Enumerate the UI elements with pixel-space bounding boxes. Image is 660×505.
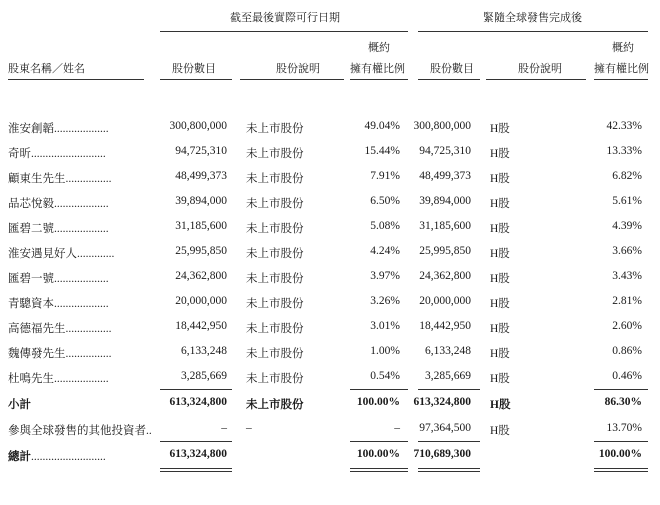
total-pct-before: 100.00%: [356, 448, 400, 460]
share-class-after: H股: [490, 348, 510, 360]
col-header-shares-before: 股份數目: [172, 63, 216, 75]
shares-after: 31,185,600: [419, 220, 471, 232]
subtotal-pct-before: 100.00%: [356, 396, 400, 408]
total-row: [0, 446, 660, 466]
share-class-after: H股: [490, 273, 510, 285]
pct-before: 1.00%: [370, 345, 400, 357]
pct-before: 7.91%: [370, 170, 400, 182]
total-label: 總計..........................: [8, 451, 106, 463]
shares-after: 48,499,373: [419, 170, 471, 182]
pct-before: 3.26%: [370, 295, 400, 307]
pct-after: 3.43%: [612, 270, 642, 282]
table-row: [0, 168, 660, 188]
shares-after: 3,285,669: [425, 370, 471, 382]
investor-shares-after: 97,364,500: [419, 422, 471, 434]
shares-before: 39,894,000: [175, 195, 227, 207]
pct-after: 42.33%: [606, 120, 642, 132]
share-class-before: 未上市股份: [246, 273, 304, 285]
shares-before: 6,133,248: [181, 345, 227, 357]
total-rule-shares-after: [418, 441, 480, 442]
header-rule-desc-after: [486, 79, 586, 80]
col-header-desc-after: 股份說明: [518, 63, 562, 75]
group-rule-before: [160, 31, 408, 32]
table-row: [0, 268, 660, 288]
shares-after: 39,894,000: [419, 195, 471, 207]
share-class-after: H股: [490, 248, 510, 260]
group-rule-after: [418, 31, 648, 32]
shares-after: 25,995,850: [419, 245, 471, 257]
shares-after: 94,725,310: [419, 145, 471, 157]
total-rule-pct-before: [350, 441, 408, 442]
shares-before: 300,800,000: [169, 120, 227, 132]
pct-after: 5.61%: [612, 195, 642, 207]
investor-class-before: –: [246, 422, 252, 434]
share-class-after: H股: [490, 148, 510, 160]
share-class-before: 未上市股份: [246, 323, 304, 335]
header-rule-name: [8, 79, 144, 80]
share-class-before: 未上市股份: [246, 373, 304, 385]
shares-after: 300,800,000: [413, 120, 471, 132]
shares-before: 20,000,000: [175, 295, 227, 307]
pct-before: 6.50%: [370, 195, 400, 207]
total-shares-after: 710,689,300: [413, 448, 471, 460]
share-class-after: H股: [490, 373, 510, 385]
pct-after: 2.81%: [612, 295, 642, 307]
pct-after: 0.46%: [612, 370, 642, 382]
investor-label: 參與全球發售的其他投資者..: [8, 425, 152, 437]
pct-after: 0.86%: [612, 345, 642, 357]
shares-before: 94,725,310: [175, 145, 227, 157]
total-double-rule-pct-after-1: [594, 468, 648, 469]
header-rule-pct-before: [350, 79, 408, 80]
share-class-before: 未上市股份: [246, 348, 304, 360]
shareholder-name: 匯碧一號...................: [8, 273, 109, 285]
col-header-pct-after-line2: 擁有權比例: [594, 63, 649, 75]
shares-before: 25,995,850: [175, 245, 227, 257]
col-header-pct-before-line1: 概約: [368, 42, 390, 54]
shareholder-name: 顧東生先生................: [8, 173, 112, 185]
shareholder-name: 青驄資本...................: [8, 298, 109, 310]
share-class-before: 未上市股份: [246, 148, 304, 160]
total-double-rule-shares-before-2: [160, 471, 232, 472]
shareholder-name: 魏傳發先生................: [8, 348, 112, 360]
subtotal-class-before: 未上市股份: [246, 399, 304, 411]
total-double-rule-shares-after-2: [418, 471, 480, 472]
share-class-before: 未上市股份: [246, 198, 304, 210]
subtotal-rule-shares-after: [418, 389, 480, 390]
total-double-rule-pct-before-1: [350, 468, 408, 469]
pct-before: 5.08%: [370, 220, 400, 232]
subtotal-rule-pct-after: [594, 389, 648, 390]
subtotal-rule-shares-before: [160, 389, 232, 390]
table-row: [0, 218, 660, 238]
table-row: [0, 293, 660, 313]
investor-pct-after: 13.70%: [606, 422, 642, 434]
shareholder-name: 奇昕..........................: [8, 148, 106, 160]
table-row: [0, 368, 660, 388]
subtotal-shares-before: 613,324,800: [169, 396, 227, 408]
total-shares-before: 613,324,800: [169, 448, 227, 460]
share-class-after: H股: [490, 298, 510, 310]
table-row: [0, 318, 660, 338]
total-double-rule-shares-after-1: [418, 468, 480, 469]
share-class-after: H股: [490, 123, 510, 135]
investor-class-after: H股: [490, 425, 510, 437]
subtotal-class-after: H股: [490, 399, 511, 411]
share-class-after: H股: [490, 323, 510, 335]
pct-before: 49.04%: [364, 120, 400, 132]
pct-before: 0.54%: [370, 370, 400, 382]
col-header-pct-after-line1: 概約: [612, 42, 634, 54]
col-header-name: 股東名稱／姓名: [8, 63, 85, 75]
total-double-rule-pct-after-2: [594, 471, 648, 472]
shares-before: 48,499,373: [175, 170, 227, 182]
shareholder-name: 高德福先生................: [8, 323, 112, 335]
subtotal-rule-pct-before: [350, 389, 408, 390]
share-class-before: 未上市股份: [246, 248, 304, 260]
subtotal-pct-after: 86.30%: [604, 396, 642, 408]
table-row: [0, 243, 660, 263]
total-double-rule-shares-before-1: [160, 468, 232, 469]
header-rule-desc-before: [240, 79, 344, 80]
pct-after: 13.33%: [606, 145, 642, 157]
shares-before: 24,362,800: [175, 270, 227, 282]
shareholder-name: 杜鳴先生...................: [8, 373, 109, 385]
table-row: [0, 420, 660, 440]
col-header-pct-before-line2: 擁有權比例: [350, 63, 405, 75]
share-class-before: 未上市股份: [246, 223, 304, 235]
total-pct-after: 100.00%: [598, 448, 642, 460]
header-rule-shares-after: [418, 79, 480, 80]
pct-before: 3.01%: [370, 320, 400, 332]
share-class-after: H股: [490, 223, 510, 235]
shares-before: 18,442,950: [175, 320, 227, 332]
pct-after: 4.39%: [612, 220, 642, 232]
total-rule-shares-before: [160, 441, 232, 442]
shareholder-name: 淮安創韜...................: [8, 123, 109, 135]
header-rule-shares-before: [160, 79, 232, 80]
shares-after: 24,362,800: [419, 270, 471, 282]
shares-after: 6,133,248: [425, 345, 471, 357]
shareholder-name: 淮安遇見好人.............: [8, 248, 115, 260]
pct-before: 15.44%: [364, 145, 400, 157]
pct-before: 3.97%: [370, 270, 400, 282]
subtotal-row: [0, 394, 660, 414]
investor-pct-before: –: [394, 422, 400, 434]
share-class-before: 未上市股份: [246, 298, 304, 310]
table-row: [0, 118, 660, 138]
header-rule-pct-after: [594, 79, 648, 80]
shareholder-name: 匯碧二號...................: [8, 223, 109, 235]
share-class-after: H股: [490, 198, 510, 210]
col-header-shares-after: 股份數目: [430, 63, 474, 75]
table-row: [0, 193, 660, 213]
share-class-after: H股: [490, 173, 510, 185]
pct-after: 6.82%: [612, 170, 642, 182]
table-row: [0, 343, 660, 363]
shares-after: 20,000,000: [419, 295, 471, 307]
share-class-before: 未上市股份: [246, 173, 304, 185]
col-header-desc-before: 股份說明: [276, 63, 320, 75]
shares-before: 3,285,669: [181, 370, 227, 382]
pct-after: 3.66%: [612, 245, 642, 257]
subtotal-label: 小計: [8, 399, 31, 411]
table-row: [0, 143, 660, 163]
subtotal-shares-after: 613,324,800: [413, 396, 471, 408]
share-class-before: 未上市股份: [246, 123, 304, 135]
shareholder-name: 品芯悅毅...................: [8, 198, 109, 210]
total-double-rule-pct-before-2: [350, 471, 408, 472]
shares-after: 18,442,950: [419, 320, 471, 332]
pct-before: 4.24%: [370, 245, 400, 257]
group-header-after: 緊隨全球發售完成後: [483, 12, 582, 24]
group-header-before: 截至最後實際可行日期: [230, 12, 340, 24]
investor-shares-before: –: [221, 422, 227, 434]
total-rule-pct-after: [594, 441, 648, 442]
pct-after: 2.60%: [612, 320, 642, 332]
shares-before: 31,185,600: [175, 220, 227, 232]
